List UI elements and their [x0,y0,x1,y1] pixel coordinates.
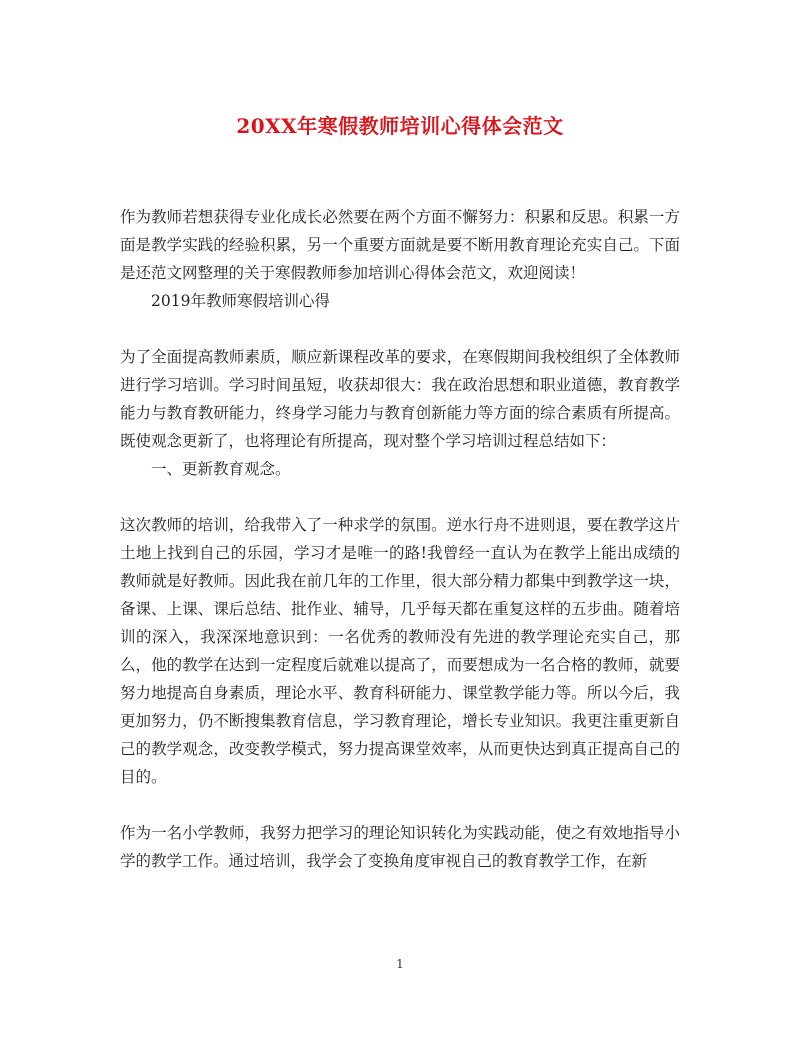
learning-reflection-paragraph: 这次教师的培训，给我带入了一种求学的氛围。逆水行舟不进则退，要在教学这片土地上找到自己的乐园，学习才是唯一的路!我曾经一直认为在教学上能出成绩的教师就是好教师。因此我在前几年的工作里，很大部分精力都集中到教学这一块，备课、上课、课后总结、批作业、辅导，几乎每天都在重复这样的五步曲。随着培训的深入，我深深地意识到：一名优秀的教师没有先进的教学理论充实自己，那么，他的教学在达到一定程度后就难以提高了，而要想成为一名合格的教师，就要努力地提高自身素质，理论水平、教育科研能力、课堂教学能力等。所以今后，我更加努力，仍不断搜集教育信息，学习教育理论，增长专业知识。我更注重更新自己的教学观念，改变教学模式，努力提高课堂效率，从而更快达到真正提高自己的目的。 [120,516,680,786]
practice-paragraph: 作为一名小学教师，我努力把学习的理论知识转化为实践动能，使之有效地指导小学的教学工作。通过培训，我学会了变换角度审视自己的教育教学工作，在新 [120,824,680,870]
page-number: 1 [396,957,404,971]
paragraph-gap [120,791,680,819]
section-heading-2019: 2019年教师寒假培训心得 [151,292,330,310]
paragraph-gap [120,315,680,343]
intro-paragraph: 作为教师若想获得专业化成长必然要在两个方面不懈努力：积累和反思。积累一方面是教学实践的经验积累，另一个重要方面就是要不断用教育理论充实自己。下面是还范文网整理的关于寒假教师参加培训心得体会范文，欢迎阅读！ [120,208,680,282]
paragraph-gap [120,483,680,511]
document-title: 20XX年寒假教师培训心得体会范文 [236,114,564,138]
training-summary-paragraph: 为了全面提高教师素质，顺应新课程改革的要求，在寒假期间我校组织了全体教师进行学习培训。学习时间虽短，收获却很大：我在政治思想和职业道德，教育教学能力与教育教研能力，终身学习能力与教育创新能力等方面的综合素质有所提高。既使观念更新了，也将理论有所提高，现对整个学习培训过程总结如下： [120,348,680,450]
document-body [120,203,680,875]
section-heading-update-concepts: 一、更新教育观念。 [151,460,291,478]
